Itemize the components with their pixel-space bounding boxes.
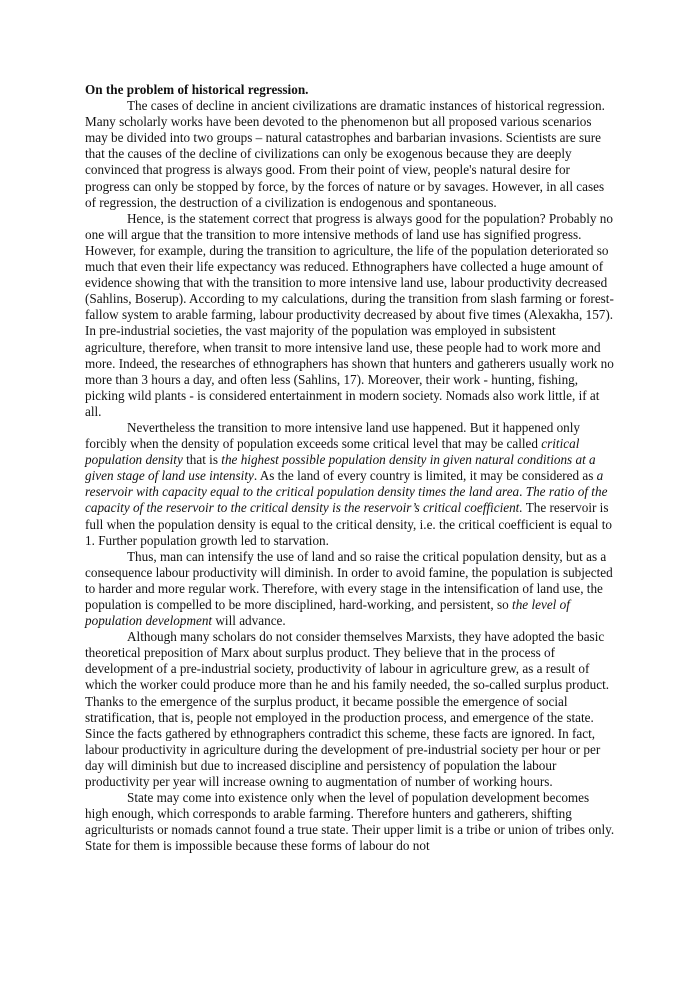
paragraph-4 bbox=[85, 549, 615, 629]
definition-critical-coefficient: The ratio of the capacity of the reservoir to the critical density is the reservoir’s critical coefficient. bbox=[85, 484, 608, 516]
paragraph-text: . bbox=[519, 484, 526, 500]
paragraph-1 bbox=[85, 98, 615, 211]
document-page bbox=[85, 82, 615, 855]
paragraph-text: will advance. bbox=[212, 613, 286, 629]
paragraph-text: The cases of decline in ancient civilizations are dramatic instances of historical regression. Many scholarly works have been devoted to the phenomenon but all proposed various scenarios may be divided into two groups – natural catastrophes and barbarian invasions. Scientists are sure that the causes of the decline of civilizations can only be exogenous because they are deeply convinced that progress is always good. From their point of view, people's natural desire for progress can only be stopped by force, by the forces of nature or by savages. However, in all cases of regression, the destruction of a civilization is endogenous and spontaneous. bbox=[85, 98, 605, 210]
definition-critical-density: the highest possible population density in given natural conditions at a given stage of land use intensity bbox=[85, 452, 596, 484]
paragraph-5 bbox=[85, 629, 615, 790]
paragraph-6 bbox=[85, 790, 615, 854]
paragraph-3 bbox=[85, 420, 615, 549]
term-level-of-population-development: the level of population development bbox=[85, 597, 570, 629]
paragraph-text: The reservoir is full when the population density is equal to the critical density, i.e. the critical coefficient is equal to 1. Further population growth led to starvation. bbox=[85, 500, 612, 548]
paragraph-text: . As the land of every country is limited, it may be considered as bbox=[253, 468, 597, 484]
paragraph-text: that is bbox=[182, 452, 222, 468]
paragraph-text: State may come into existence only when the level of population development becomes high enough, which corresponds to arable farming. Therefore hunters and gatherers, shifting agriculturists or nomads cannot found a true state. Their upper limit is a tribe or union of tribes only. State for them is impossible because these forms of labour do not bbox=[85, 790, 615, 854]
document-title: On the problem of historical regression. bbox=[85, 82, 309, 97]
paragraph-text: Although many scholars do not consider themselves Marxists, they have adopted the basic theoretical preposition of Marx about surplus product. They believe that in the process of development of a pre-industrial society, productivity of labour in agriculture grew, as a result of which the worker could produce more than he and his family needed, the so-called surplus product. Thanks to the emergence of the surplus product, it became possible the emergence of social stratification, that is, people not employed in the production process, and emergence of the state. Since the facts gathered by ethnographers contradict this scheme, these facts are ignored. In fact, labour productivity in agriculture during the development of pre-industrial society per hour or per day will diminish but due to increased discipline and persistency of population the labour productivity per year will increase owning to augmentation of number of working hours. bbox=[85, 629, 610, 790]
paragraph-2 bbox=[85, 211, 615, 420]
definition-reservoir: a reservoir with capacity equal to the critical population density times the land area bbox=[85, 468, 604, 500]
paragraph-text: Thus, man can intensify the use of land and so raise the critical population density, but as a consequence labour productivity will diminish. In order to avoid famine, the population is subjected to harder and more regular work. Therefore, with every stage in the intensification of land use, the population is compelled to be more disciplined, hard-working, and persistent, so bbox=[85, 548, 613, 612]
paragraph-text: Hence, is the statement correct that progress is always good for the population? Probably no one will argue that the transition to more intensive methods of land use has signified progress. However, for example, during the transition to agriculture, the life of the population deteriorated so much that even their life expectancy was reduced. Ethnographers have collected a huge amount of evidence showing that with the transition to more intensive land use, labour productivity decreased (Sahlins, Boserup). According to my calculations, during the transition from slash farming or forest-fallow system to arable farming, labour productivity decreased by about five times (Alexakha, 157). In pre-industrial societies, the vast majority of the population was employed in subsistent agriculture, therefore, when transit to more intensive land use, these people had to work more and more. Indeed, the researches of ethnographers has shown that hunters and gatherers usually work no more than 3 hours a day, and often less (Sahlins, 17). Moreover, their work - hunting, fishing, picking wild plants - is considered entertainment in modern society. Nomads also work little, if at all. bbox=[85, 210, 614, 419]
paragraph-text: Nevertheless the transition to more intensive land use happened. But it happened only forcibly when the density of population exceeds some critical level that may be called bbox=[85, 419, 581, 452]
term-critical-population-density: critical population density bbox=[85, 436, 580, 468]
